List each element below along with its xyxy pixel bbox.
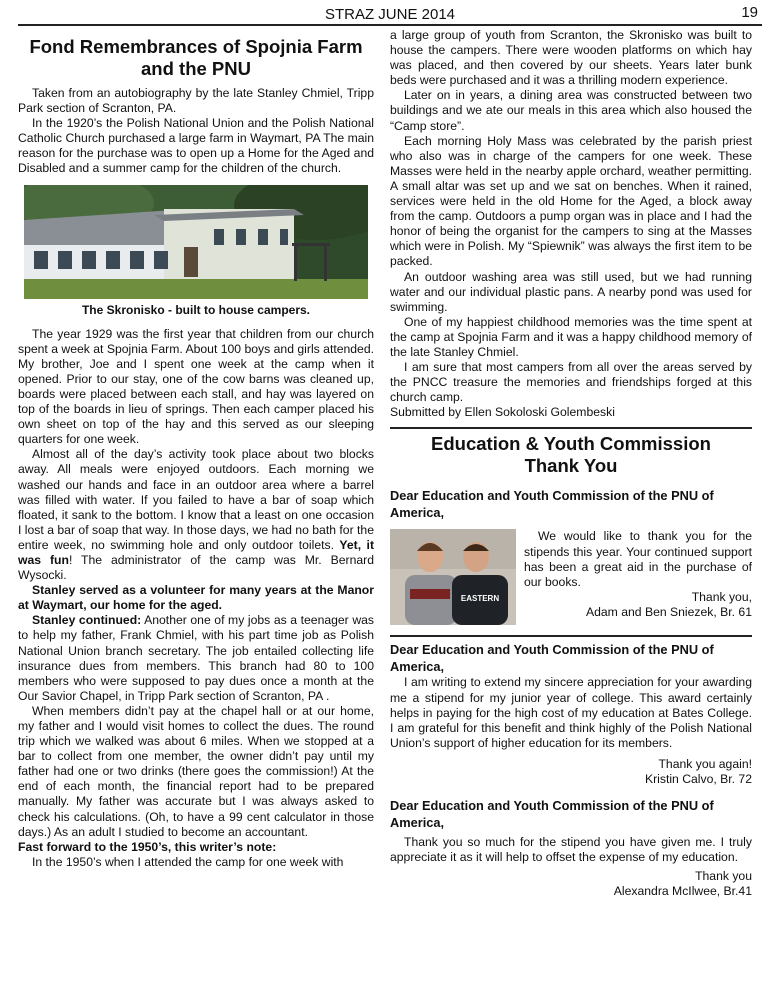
- body-paragraph: An outdoor washing area was still used, but we had running water and our individual plastic pans. A nearby pond was used for swimming.: [390, 269, 752, 314]
- letter-1: [390, 529, 752, 625]
- letter-close: Thank you: [695, 869, 752, 884]
- letter-salutation: Dear Education and Youth Commission of the PNU of America,: [390, 642, 714, 675]
- body-paragraph: [18, 613, 374, 704]
- body-paragraph: Later on in years, a dining area was constructed between two buildings and we ate our meals in this area which also housed the “Camp store”.: [390, 88, 752, 133]
- section-divider: [390, 427, 752, 429]
- body-paragraph: Each morning Holy Mass was celebrated by the parish priest who also was in charge of the campers for one week. These Masses were held in the nearby apple orchard, weather permitting. A small altar was set up and we sat on benches. When it rained, services were held in the old Home for the Aged, a block away from the camp. Outdoors a pump organ was in place and I had the honor of being the organist for the campers to sing at the Masses which were in Polish. My “Spiewnik” was always the first item to be packed.: [390, 133, 752, 269]
- submitted-by: Submitted by Ellen Sokoloski Golembeski: [390, 405, 615, 420]
- body-paragraph: In the 1950’s when I attended the camp for one week with: [32, 854, 344, 869]
- emphasis-text: Stanley continued:: [32, 613, 142, 628]
- article-headline: Fond Remembrances of Spojnia Farm and the PNU: [29, 36, 363, 79]
- section-divider: [390, 635, 752, 637]
- body-paragraph: a large group of youth from Scranton, the Skronisko was built to house the campers. There were wooden platforms on which hay was placed, and then covered by our sheets. Years later bunk beds were purchased and it was a thrilling modern experience.: [390, 28, 752, 88]
- body-paragraph: [18, 447, 374, 583]
- page-number: 19: [741, 4, 758, 21]
- right-column: [390, 28, 752, 899]
- students-photo: [390, 529, 516, 625]
- letter-signer: Kristin Calvo, Br. 72: [644, 771, 752, 786]
- bold-paragraph: [18, 840, 374, 855]
- letter-signer: Alexandra McIlwee, Br.41: [613, 884, 752, 899]
- page-header: [18, 4, 762, 26]
- letter-body: We would like to thank you for the stipends this year. Your continued support has been a great aid in the purchase of our books.: [524, 529, 752, 589]
- section-subtitle: Thank You: [524, 455, 618, 477]
- body-text: ! The administrator of the camp was Mr. Bernard Wysocki.: [18, 552, 374, 583]
- body-text: Almost all of the day’s activity took place about two blocks away. All meals were enjoyed outdoors. Each morning we washed our hands and face in an outdoor area where a barrel was filled with water. If you failed to have a bar of soap which floated, it sank to the bottom. I know that a least on one occasion I lost a bar of soap that way. In those days, we had no bath for the entire week, no swimming hole and only outdoor toilets.: [18, 447, 374, 552]
- letter-close: Thank you,: [691, 589, 752, 604]
- emphasis-text: Yet, it was fun: [18, 537, 374, 567]
- letter-close: Thank you again!: [658, 756, 752, 771]
- letter-signer: Adam and Ben Sniezek, Br. 61: [586, 604, 752, 619]
- body-paragraph: The year 1929 was the first year that children from our church spent a week at Spojnia Farm. About 100 boys and girls attended. My brother, Joe and I spent one week at the camp when it opened. Prior to our stay, one of the cow barns was cleaned up, boards were placed between each stall, and hay was layered on top of the boards in lieu of springs. Then each camper placed his own sheet on top of the hay and this served as our sleeping quarters for one week.: [18, 326, 374, 447]
- bold-paragraph: [18, 583, 374, 613]
- left-column: [18, 30, 374, 870]
- body-paragraph: One of my happiest childhood memories was the time spent at the camp at Spojnia Farm and it was a happy childhood memory of the late Stanley Chmiel.: [390, 314, 752, 359]
- body-text: Another one of my jobs as a teenager was to help my father, Frank Chmiel, with his part time job as Polish National Union branch secretary. The job entailed collecting life insurance dues from members. This branch had 80 to 100 members who were supposed to pay dues once a month at the Our Savior Chapel, in Tripp Park section of Scranton, PA .: [18, 613, 374, 703]
- intro-paragraph: In the 1920’s the Polish National Union and the Polish National Catholic Church purchased a large farm in Waymart, PA The main reason for the purchase was to open up a Home for the Aged and Disabled and a summer camp for the children of the church.: [18, 116, 374, 176]
- skronisko-photo: [24, 185, 368, 299]
- letter-salutation: Dear Education and Youth Commission of the PNU of America,: [390, 797, 714, 830]
- intro-paragraph: Taken from an autobiography by the late Stanley Chmiel, Tripp Park section of Scranton, PA.: [18, 86, 374, 116]
- body-paragraph: I am sure that most campers from all over the areas served by the PNCC treasure the memories and friendships forged at this church camp.: [390, 360, 752, 405]
- letter-body: I am writing to extend my sincere appreciation for your awarding me a stipend for my junior year of college. This award certainly helps in paying for the high cost of my education at Bates College. I am grateful for this benefit and think highly of the Polish National Union’s support of higher education for its members.: [390, 675, 752, 750]
- letter-salutation: Dear Education and Youth Commission of the PNU of America,: [390, 488, 714, 521]
- emphasis-text: Stanley served as a volunteer for many years at the Manor at Waymart, our home for the aged.: [18, 583, 374, 613]
- newsletter-title: STRAZ JUNE 2014: [324, 6, 456, 23]
- shirt-text: EASTERN: [460, 594, 500, 604]
- photo-caption: The Skronisko - built to house campers.: [81, 302, 311, 317]
- letter-body: Thank you so much for the stipend you have given me. I truly appreciate it as it will help to offset the expense of my education.: [390, 834, 752, 864]
- section-title: Education & Youth Commission: [431, 433, 711, 455]
- body-paragraph: When members didn’t pay at the chapel hall or at our home, my father and I would visit homes to collect the dues. The round trip which we walked was about 6 miles. When we stopped at a bar to collect from one member, the owner didn’t pay until my father had one or two drinks (there goes the commission!) At the end of each month, the financial report had to be prepared manually. My father was accurate but I was always asked to check his calculations. (Oh, to have a 99 cent calculator in those days.) As an adult I studied to become an accountant.: [18, 703, 374, 839]
- emphasis-text: Fast forward to the 1950’s, this writer’s note:: [18, 839, 277, 854]
